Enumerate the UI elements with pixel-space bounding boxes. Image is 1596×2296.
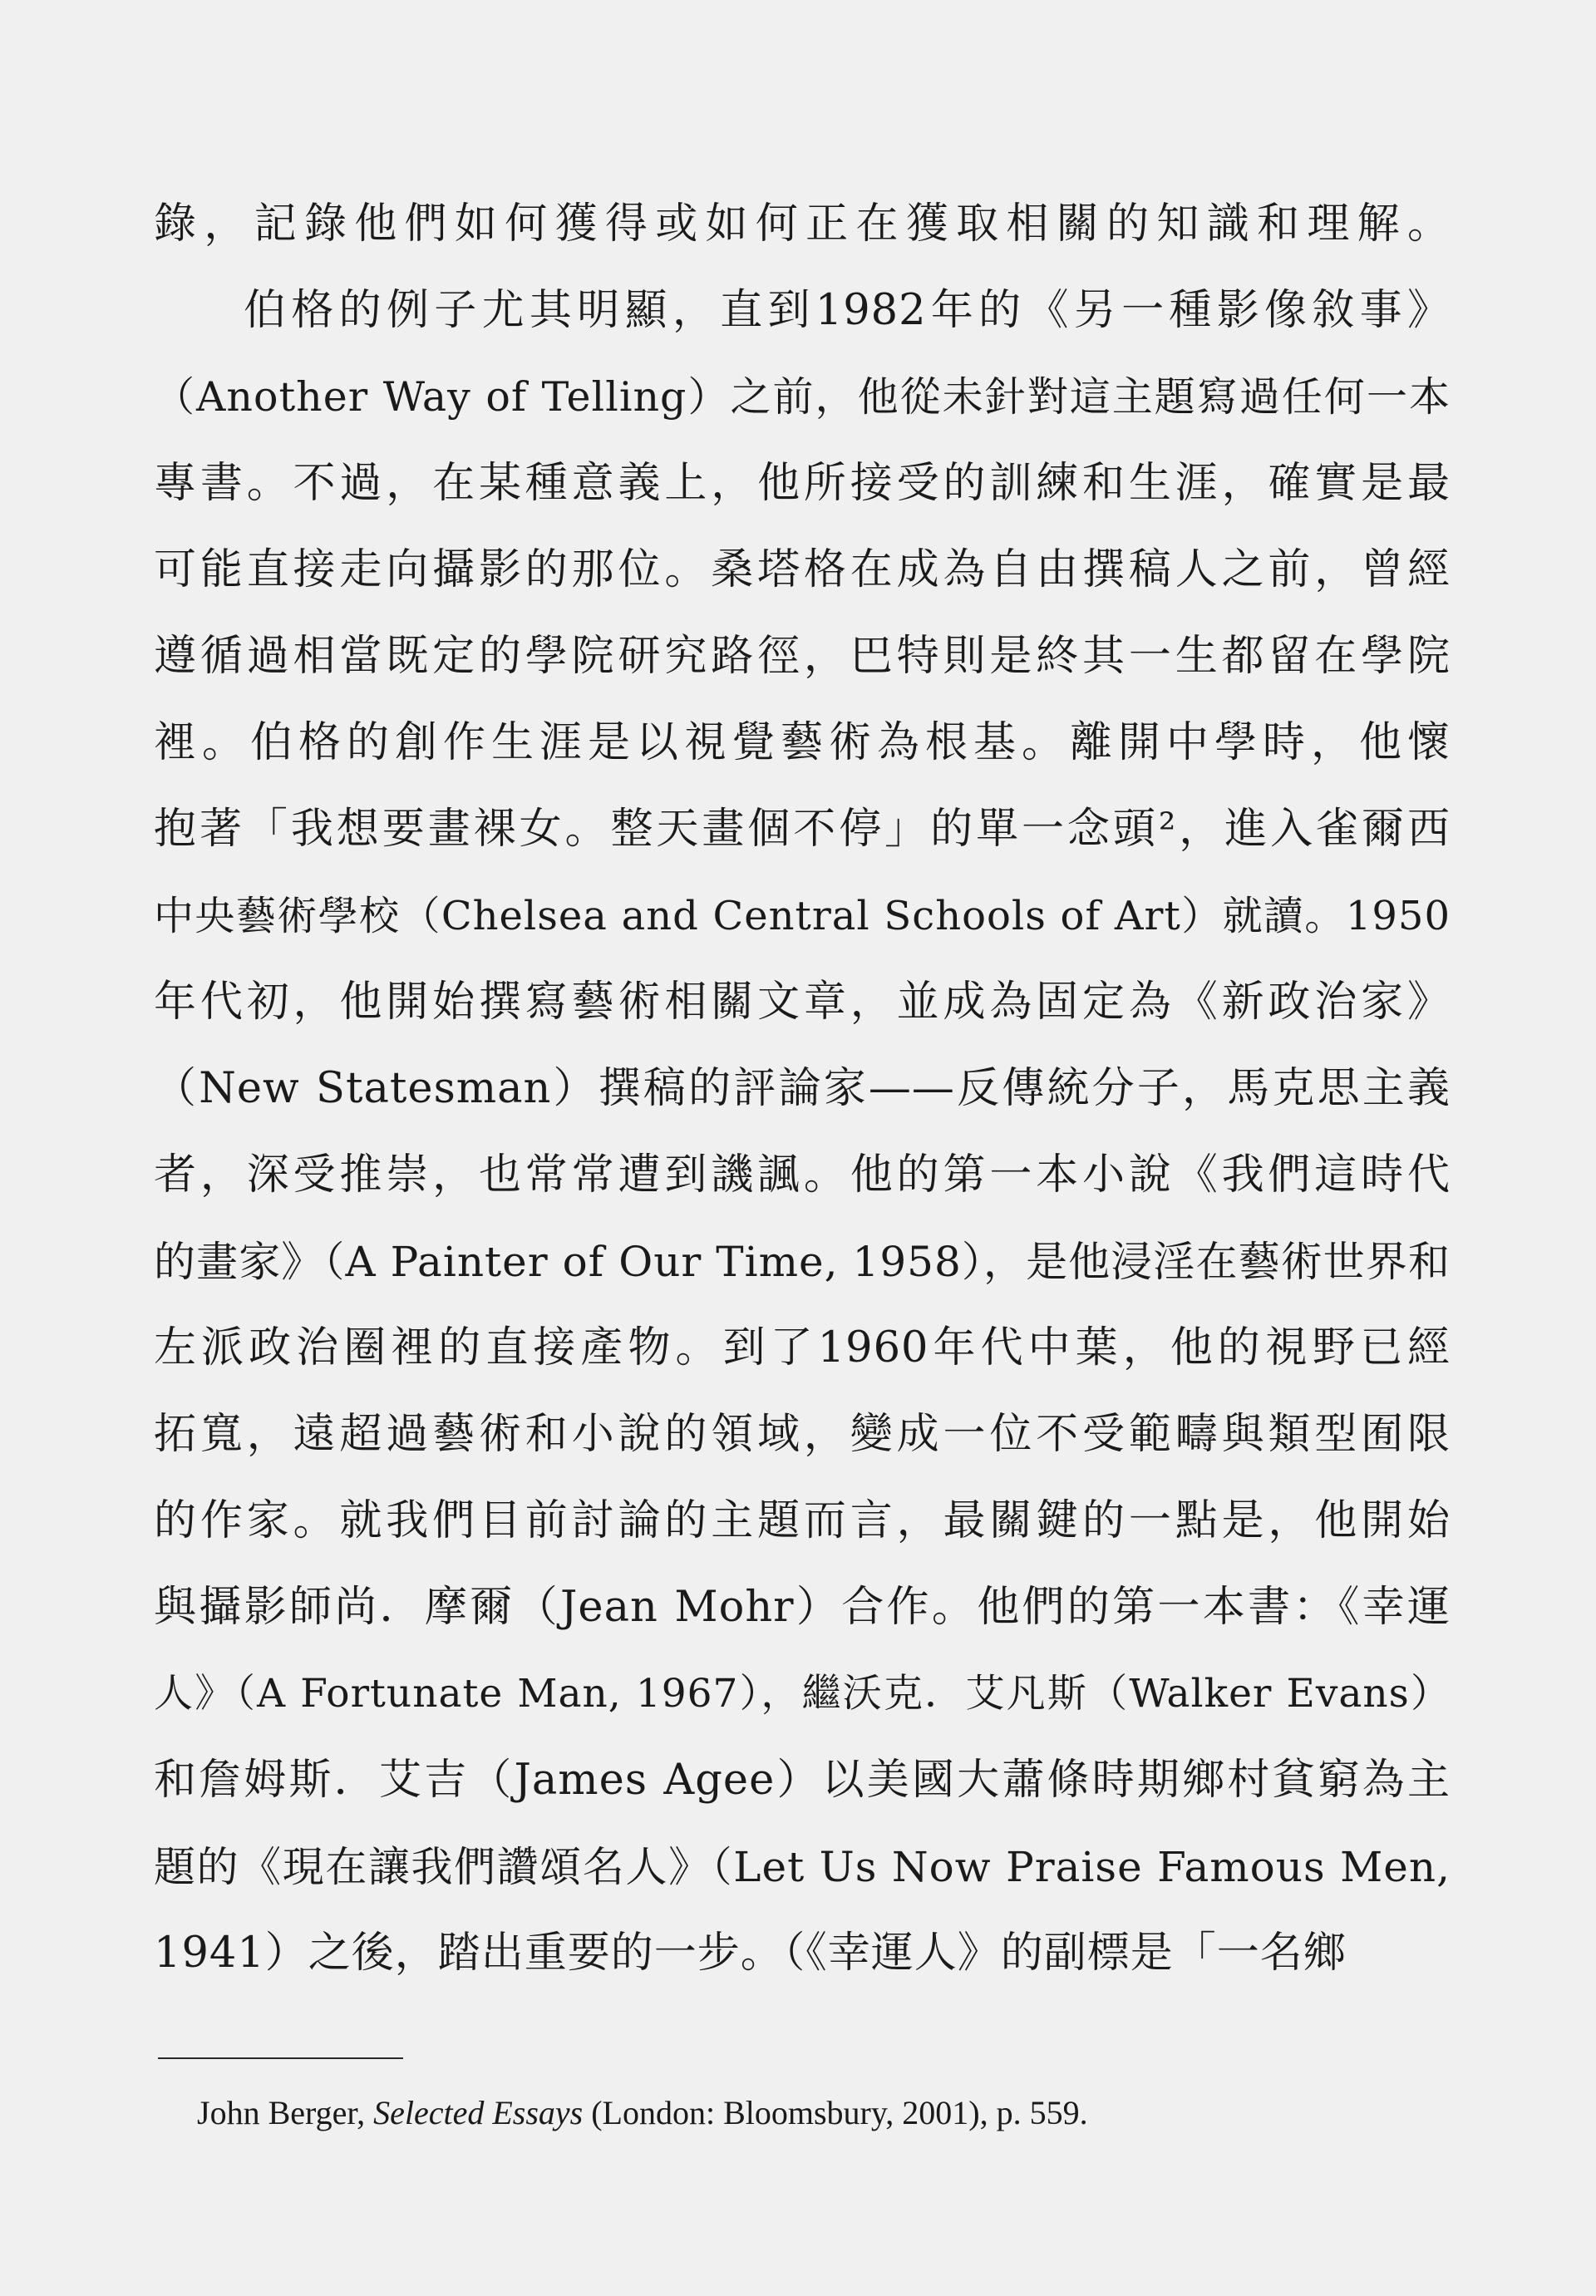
text-line: 與攝影師尚．摩爾（Jean Mohr）合作。他們的第一本書：《幸運	[154, 1583, 1451, 1632]
text-line: 裡。伯格的創作生涯是以視覺藝術為根基。離開中學時，他懷	[154, 718, 1451, 767]
text-line: （Another Way of Telling）之前，他從未針對這主題寫過任何一本	[154, 373, 1451, 421]
text-line: 遵循過相當既定的學院研究路徑，巴特則是終其一生都留在學院	[154, 632, 1451, 681]
text-line: 可能直接走向攝影的那位。桑塔格在成為自由撰稿人之前，曾經	[154, 545, 1451, 594]
footnote-divider	[158, 2057, 403, 2059]
text-line: 人》（A Fortunate Man, 1967），繼沃克．艾凡斯（Walker Evans）	[154, 1671, 1451, 1717]
text-line: 的畫家》（A Painter of Our Time, 1958），是他浸淫在藝術世界和	[154, 1238, 1451, 1286]
text-line: 1941）之後，踏出重要的一步。（《幸運人》的副標是「一名鄉	[154, 1929, 1347, 1978]
footnote-title: Selected Essays	[373, 2094, 584, 2131]
text-line: 專書。不過，在某種意義上，他所接受的訓練和生涯，確實是最	[154, 459, 1451, 508]
text-line: 的作家。就我們目前討論的主題而言，最關鍵的一點是，他開始	[154, 1496, 1451, 1545]
text-line: 者，深受推崇，也常常遭到譏諷。他的第一本小說《我們這時代	[154, 1150, 1451, 1200]
footnote-details: (London: Bloomsbury, 2001), p. 559.	[583, 2094, 1088, 2131]
text-line: 錄，記錄他們如何獲得或如何正在獲取相關的知識和理解。	[154, 200, 1451, 249]
text-line: 和詹姆斯．艾吉（James Agee）以美國大蕭條時期鄉村貧窮為主	[154, 1756, 1451, 1805]
text-line: 抱著「我想要畫裸女。整天畫個不停」的單一念頭²，進入雀爾西	[154, 805, 1451, 854]
text-line: （New Statesman）撰稿的評論家——反傳統分子，馬克思主義	[154, 1064, 1451, 1113]
text-line: 年代初，他開始撰寫藝術相關文章，並成為固定為《新政治家》	[154, 978, 1451, 1027]
text-line: 拓寬，遠超過藝術和小說的領域，變成一位不受範疇與類型囿限	[154, 1410, 1451, 1459]
text-line: 中央藝術學校（Chelsea and Central Schools of Art）就讀。1950	[154, 893, 1451, 939]
text-line: 題的《現在讓我們讚頌名人》（Let Us Now Praise Famous Men,	[154, 1843, 1451, 1891]
footnote-author: John Berger,	[197, 2094, 374, 2131]
text-line: 左派政治圈裡的直接產物。到了1960年代中葉，他的視野已經	[154, 1323, 1451, 1372]
footnote	[197, 2088, 1088, 2138]
text-line: 伯格的例子尤其明顯，直到1982年的《另一種影像敘事》	[244, 286, 1451, 335]
